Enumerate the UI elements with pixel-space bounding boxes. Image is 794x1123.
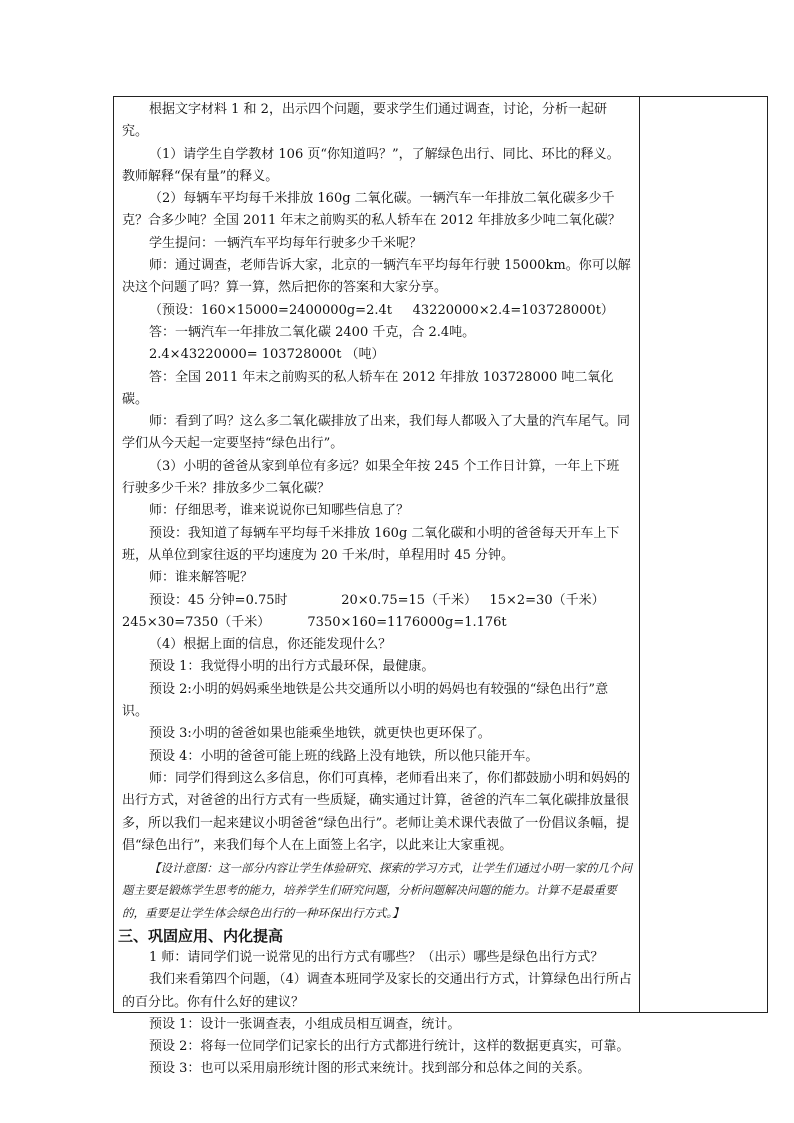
paragraph: 245×30=7350（千米） 7350×160=1176000g=1.176t — [122, 614, 507, 630]
paragraph: 预设：我知道了每辆车平均每千米排放 160g 二氧化碳和小明的爸爸每天开车上下班，从单位到家往返的平均速度为 20 千米/时，单程用时 45 分钟。 — [122, 525, 620, 563]
paragraph: 预设 1：我觉得小明的出行方式最环保，最健康。 — [149, 659, 435, 675]
paragraph: 预设 2:小明的妈妈乘坐地铁是公共交通所以小明的妈妈也有较强的“绿色出行”意识。 — [122, 681, 609, 720]
paragraph: （3）小明的爸爸从家到单位有多远？如果全年按 245 个工作日计算，一年上下班行驶多少千米？排放多少二氧化碳？ — [122, 458, 620, 497]
paragraph: 预设：45 分钟=0.75时 20×0.75=15（千米） 15×2=30（千米） — [149, 592, 605, 608]
paragraph: 师：通过调查，老师告诉大家，北京的一辆汽车平均每年行驶 15000km。你可以解决这个问题了吗？算一算，然后把你的答案和大家分享。 — [122, 258, 631, 296]
paragraph: 答：一辆汽车一年排放二氧化碳 2400 千克，合 2.4吨。 — [149, 324, 476, 340]
paragraph: （1）请学生自学教材 106 页“你知道吗？”，了解绿色出行、同比、环比的释义。教师解释“保有量”的释义。 — [122, 146, 620, 184]
lesson-content — [118, 99, 632, 1081]
paragraph: 师：谁来解答呢？ — [149, 570, 254, 586]
paragraph: 预设 3：也可以采用扇形统计图的形式来统计。找到部分和总体之间的关系。 — [149, 1061, 591, 1077]
paragraph: （预设：160×15000=2400000g=2.4t 43220000×2.4=103728000t） — [149, 302, 614, 318]
paragraph: （4）根据上面的信息，你还能发现什么？ — [149, 637, 392, 653]
paragraph: 学生提问：一辆汽车平均每年行驶多少千米呢？ — [149, 235, 423, 251]
design-intent-note: 【设计意图：这一部分内容让学生体验研究、探索的学习方式，让学生们通过小明一家的几个问题主要是锻炼学生思考的能力，培养学生们研究问题，分析问题解决问题的能力。计算不是最重要的，重要是让学生体会绿色出行的一种环保出行方式。】 — [122, 861, 632, 920]
paragraph: （2）每辆车平均每千米排放 160g 二氧化碳。一辆汽车一年排放二氧化碳多少千克？合多少吨？全国 2011 年末之前购买的私人轿车在 2012 年排放多少吨二氧化碳？ — [122, 191, 621, 229]
paragraph: 根据文字材料 1 和 2，出示四个问题，要求学生们通过调查，讨论，分析一起研究。 — [122, 102, 607, 140]
paragraph: 答：全国 2011 年末之前购买的私人轿车在 2012 年排放 103728000 吨二氧化碳。 — [122, 369, 614, 407]
paragraph: 师：看到了吗？这么多二氧化碳排放了出来，我们每人都吸入了大量的汽车尾气。同学们从今天起一定要坚持“绿色出行”。 — [122, 414, 631, 452]
paragraph: 预设 3:小明的爸爸如果也能乘坐地铁，就更快也更环保了。 — [149, 726, 491, 742]
column-divider — [639, 97, 640, 1012]
paragraph: 我们来看第四个问题，（4）调查本班同学及家长的交通出行方式，计算绿色出行所占的百分比。你有什么好的建议？ — [122, 972, 632, 1010]
paragraph: 2.4×43220000= 103728000t （吨） — [149, 347, 385, 363]
paragraph: 1 师：请同学们说一说常见的出行方式有哪些？（出示）哪些是绿色出行方式？ — [149, 949, 604, 965]
paragraph: 预设 2：将每一位同学们记家长的出行方式都进行统计，这样的数据更真实，可靠。 — [149, 1039, 630, 1055]
section-heading: 三、巩固应用、内化提高 — [118, 926, 284, 945]
paragraph: 预设 1：设计一张调查表，小组成员相互调查，统计。 — [149, 1016, 461, 1032]
lesson-table — [113, 96, 768, 1077]
paragraph: 预设 4：小明的爸爸可能上班的线路上没有地铁，所以他只能开车。 — [149, 748, 539, 764]
paragraph: 师：同学们得到这么多信息，你们可真棒，老师看出来了，你们都鼓励小明和妈妈的出行方式，对爸爸的出行方式有一些质疑，确实通过计算，爸爸的汽车二氧化碳排放量很多，所以我们一起来建议小明爸爸“绿色出行”。老师让美术课代表做了一份倡议条幅，提倡“绿色出行”，来我们每个人在上面签上名字，以此来让大家重视。 — [122, 770, 631, 853]
paragraph: 师：仔细思考，谁来说说你已知哪些信息了？ — [149, 503, 410, 519]
